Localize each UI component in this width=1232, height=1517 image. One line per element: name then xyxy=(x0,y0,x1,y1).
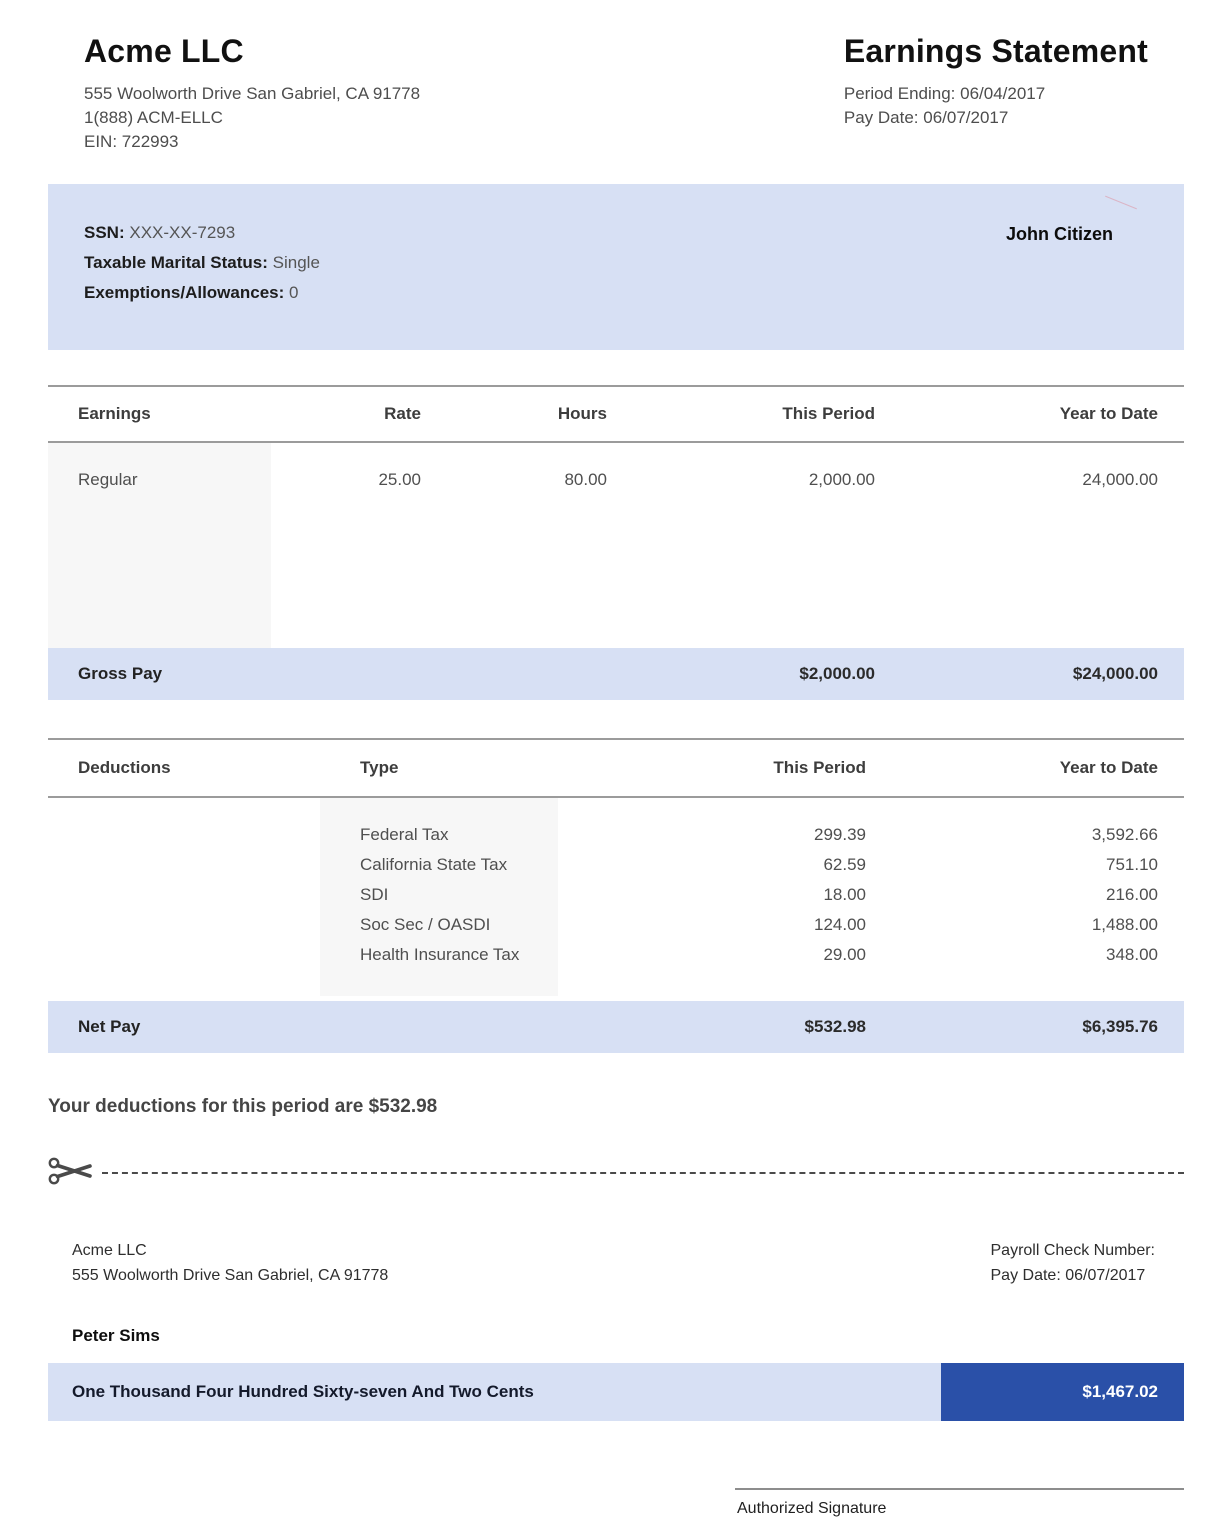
exemptions-value: 0 xyxy=(289,283,299,302)
deductions-table xyxy=(48,738,1184,1053)
signature-area xyxy=(735,1488,1184,1517)
ytd-col-header: Year to Date xyxy=(1059,404,1158,423)
earnings-table xyxy=(48,385,1184,700)
deductions-note: Your deductions for this period are $532.98 xyxy=(48,1096,438,1117)
company-phone: 1(888) ACM-ELLC xyxy=(84,108,223,127)
ssn-row xyxy=(84,218,1148,248)
check-info-block xyxy=(991,1238,1161,1288)
check-company-block xyxy=(72,1238,388,1288)
period-ending: Period Ending: 06/04/2017 xyxy=(843,84,1046,103)
hours-col-header: Hours xyxy=(557,404,607,423)
deductions-table-header xyxy=(48,738,1184,798)
deductions-table-body xyxy=(48,798,1184,996)
deduction-this-period: 62.59 xyxy=(823,855,866,874)
payee-name: Peter Sims xyxy=(72,1326,160,1345)
earnings-col-header: Earnings xyxy=(78,404,151,423)
table-row xyxy=(48,880,1184,910)
table-row xyxy=(48,820,1184,850)
company-ein: EIN: 722993 xyxy=(84,132,179,151)
corner-mark xyxy=(1105,196,1137,210)
pay-date: Pay Date: 06/07/2017 xyxy=(843,108,1009,127)
ssn-value: XXX-XX-7293 xyxy=(129,223,236,242)
deduction-type: Health Insurance Tax xyxy=(360,945,520,964)
payroll-check-number-label: Payroll Check Number: xyxy=(990,1242,1155,1259)
employee-info-box xyxy=(48,184,1184,350)
deduction-ytd: 3,592.66 xyxy=(1091,825,1158,844)
gross-pay-row xyxy=(48,648,1184,700)
earnings-table-body xyxy=(48,443,1184,648)
amount-in-words: One Thousand Four Hundred Sixty-seven And Two Cents xyxy=(72,1382,534,1401)
table-row xyxy=(48,910,1184,940)
deduction-type: SDI xyxy=(360,885,389,904)
deduction-ytd: 348.00 xyxy=(1106,945,1158,964)
check-company-address: 555 Woolworth Drive San Gabriel, CA 91778 xyxy=(72,1267,389,1284)
deduction-this-period: 29.00 xyxy=(823,945,866,964)
table-row xyxy=(48,443,1184,490)
deduction-ytd: 1,488.00 xyxy=(1091,915,1158,934)
deduction-ytd: 751.10 xyxy=(1106,855,1158,874)
check-header xyxy=(48,1238,1184,1288)
type-col-header: Type xyxy=(360,758,399,777)
company-block xyxy=(84,33,420,154)
deduction-this-period: 299.39 xyxy=(814,825,866,844)
table-row xyxy=(48,850,1184,880)
amount-numeric: $1,467.02 xyxy=(941,1363,1184,1421)
exemptions-label: Exemptions/Allowances: xyxy=(84,283,285,302)
ytd-col-header: Year to Date xyxy=(1059,758,1158,777)
employee-name: John Citizen xyxy=(1006,224,1113,244)
exemptions-row xyxy=(84,278,1148,308)
company-address: 555 Woolworth Drive San Gabriel, CA 91778 xyxy=(84,84,421,103)
gross-pay-ytd: $24,000.00 xyxy=(1072,664,1158,683)
deduction-type: California State Tax xyxy=(360,855,508,874)
earning-this-period: 2,000.00 xyxy=(808,470,875,489)
table-row xyxy=(48,940,1184,970)
check-company-name: Acme LLC xyxy=(72,1242,147,1259)
marital-status-row xyxy=(84,248,1148,278)
document-header xyxy=(48,0,1184,154)
earning-rate: 25.00 xyxy=(378,470,421,489)
dashed-tear-line xyxy=(102,1172,1184,1174)
check-amount-bar xyxy=(48,1363,1184,1421)
net-pay-this-period: $532.98 xyxy=(804,1017,866,1036)
deduction-this-period: 18.00 xyxy=(823,885,866,904)
statement-block xyxy=(844,33,1148,154)
marital-status-value: Single xyxy=(272,253,320,272)
scissors-icon xyxy=(48,1156,94,1191)
check-pay-date: Pay Date: 06/07/2017 xyxy=(990,1267,1146,1284)
deductions-col-header: Deductions xyxy=(78,758,171,777)
ssn-label: SSN: xyxy=(84,223,125,242)
deduction-ytd: 216.00 xyxy=(1106,885,1158,904)
deduction-type: Soc Sec / OASDI xyxy=(360,915,491,934)
net-pay-row xyxy=(48,1001,1184,1053)
cut-line xyxy=(48,1158,1184,1188)
earning-hours: 80.00 xyxy=(564,470,607,489)
this-period-col-header: This Period xyxy=(782,404,875,423)
statement-title: Earnings Statement xyxy=(843,33,1148,69)
earning-ytd: 24,000.00 xyxy=(1082,470,1158,489)
earnings-table-header xyxy=(48,385,1184,443)
net-pay-ytd: $6,395.76 xyxy=(1082,1017,1158,1036)
deduction-this-period: 124.00 xyxy=(814,915,866,934)
deduction-type: Federal Tax xyxy=(360,825,449,844)
earning-type: Regular xyxy=(78,470,138,489)
marital-status-label: Taxable Marital Status: xyxy=(84,253,268,272)
net-pay-label: Net Pay xyxy=(78,1017,141,1036)
gross-pay-label: Gross Pay xyxy=(78,664,163,683)
rate-col-header: Rate xyxy=(384,404,421,423)
this-period-col-header: This Period xyxy=(773,758,866,777)
company-name: Acme LLC xyxy=(84,33,244,69)
gross-pay-this-period: $2,000.00 xyxy=(799,664,875,683)
authorized-signature-label: Authorized Signature xyxy=(737,1500,887,1517)
